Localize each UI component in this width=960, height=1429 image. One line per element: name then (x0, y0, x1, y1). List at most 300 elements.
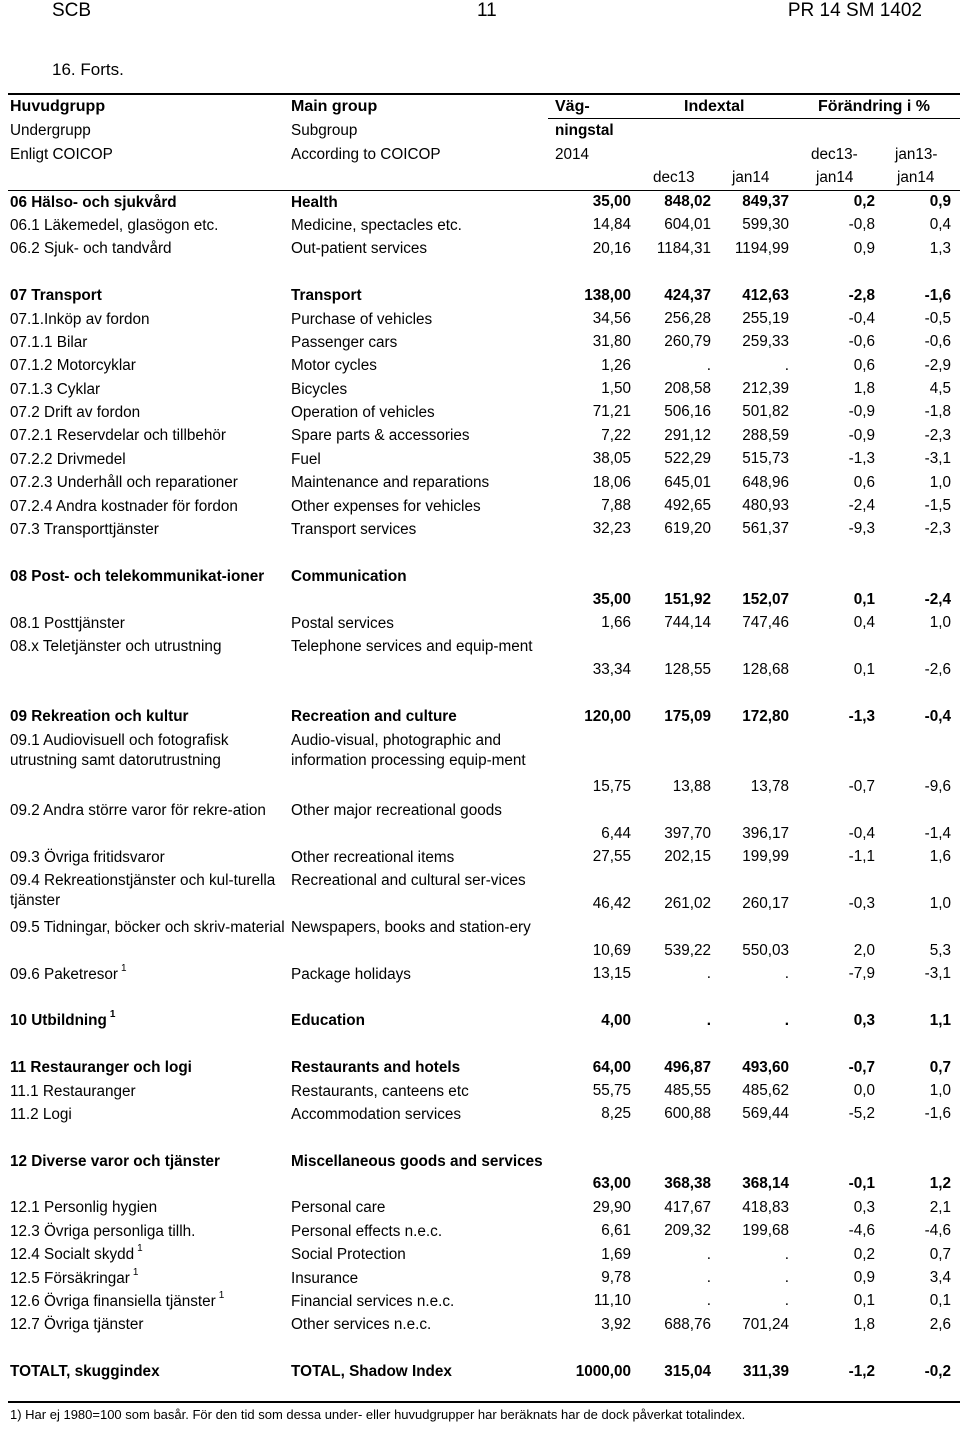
index-jan14: 199,68 (742, 1222, 789, 1240)
index-jan14: 311,39 (743, 1362, 789, 1380)
group-name-sv: 09.3 Övriga fritidsvaror (10, 848, 165, 866)
change-yearly: 1,0 (929, 1081, 951, 1099)
page-number: 11 (477, 0, 497, 21)
index-jan14: 260,17 (742, 894, 789, 912)
change-yearly: 0,7 (929, 1245, 951, 1263)
weight-value: 35,00 (592, 192, 631, 210)
col-dec13-jan14-top: dec13- (811, 145, 858, 163)
change-monthly: -9,3 (848, 520, 875, 538)
index-jan14: . (784, 1011, 789, 1029)
index-dec13: 485,55 (664, 1081, 711, 1099)
index-jan14: 501,82 (742, 403, 789, 421)
row-gap (8, 682, 960, 705)
footnote-rule (8, 1401, 960, 1403)
table-row: 10 Utbildning 1 Education 4,00 . . 0,3 1,1 (10, 1009, 951, 1030)
group-name-sv: 12.3 Övriga personliga tillh. (10, 1222, 196, 1240)
change-monthly: -2,4 (848, 497, 875, 515)
table-row: 12.6 Övriga finansiella tjänster 1 Financial services n.e.c. 11,10 . . 0,1 0,1 (10, 1290, 951, 1311)
index-jan14: 152,07 (742, 590, 789, 608)
weight-value: 120,00 (584, 707, 631, 725)
index-dec13: 848,02 (664, 192, 711, 210)
index-dec13: 688,76 (664, 1315, 711, 1333)
index-jan14: 199,99 (742, 847, 789, 865)
col-undergrupp: Undergrupp (10, 122, 91, 140)
group-name-en: Transport services (291, 521, 417, 539)
weight-value: 8,25 (601, 1105, 631, 1123)
change-yearly: 3,4 (929, 1269, 951, 1287)
weight-value: 1,26 (601, 356, 631, 374)
group-name-sv: 09.1 Audiovisuell och fotografisk utrustning samt datorutrustning (10, 731, 229, 769)
group-name-en: Restaurants and hotels (291, 1059, 461, 1077)
change-yearly: 1,3 (929, 239, 951, 257)
row-gap (8, 1033, 960, 1056)
index-jan14: 418,83 (742, 1198, 789, 1216)
change-yearly: -2,6 (924, 660, 951, 678)
change-monthly: -0,3 (848, 894, 875, 912)
group-name-sv: 07.3 Transporttjänster (10, 521, 159, 539)
group-name-sv: 06.1 Läkemedel, glasögon etc. (10, 216, 219, 234)
group-name-en: Transport (291, 287, 362, 305)
index-jan14: . (784, 1269, 789, 1287)
group-name-sv: 07 Transport (10, 287, 102, 305)
group-name-en: Operation of vehicles (291, 404, 435, 422)
index-jan14: 368,14 (742, 1175, 789, 1193)
index-jan14: 259,33 (742, 333, 789, 351)
index-dec13: 492,65 (664, 497, 711, 515)
change-monthly: 0,9 (853, 1269, 875, 1287)
change-yearly: -0,5 (924, 309, 951, 327)
weight-value: 6,61 (601, 1222, 631, 1240)
weight-value: 38,05 (592, 450, 631, 468)
group-name-en: Recreational and cultural ser-vices (291, 871, 526, 889)
index-jan14: . (784, 1245, 789, 1263)
weight-value: 18,06 (592, 473, 631, 491)
change-yearly: -3,1 (924, 964, 951, 982)
index-jan14: 849,37 (742, 192, 789, 210)
col-dec13-jan14-bottom: jan14 (816, 169, 854, 187)
change-monthly: -0,8 (848, 216, 875, 234)
index-dec13: 496,87 (664, 1058, 711, 1076)
table-row (8, 471, 960, 494)
index-jan14: 212,39 (742, 380, 789, 398)
weight-value: 34,56 (592, 309, 631, 327)
group-name-sv: 07.2.4 Andra kostnader för fordon (10, 497, 238, 515)
table-row (8, 448, 960, 471)
table-row (8, 191, 960, 214)
col-huvudgrupp: Huvudgrupp (10, 98, 106, 115)
change-monthly: -1,2 (848, 1362, 875, 1380)
group-name-sv: 11.2 Logi (10, 1105, 72, 1123)
change-yearly: 2,6 (929, 1315, 951, 1333)
table-row (8, 378, 960, 401)
change-monthly: -5,2 (848, 1105, 875, 1123)
group-name-en: Communication (291, 567, 407, 585)
change-yearly: 4,5 (929, 380, 951, 398)
index-dec13: 600,88 (664, 1105, 711, 1123)
weight-value: 6,44 (601, 824, 631, 842)
table-row (8, 401, 960, 424)
table-row (8, 331, 960, 354)
table-row (8, 1056, 960, 1079)
group-name-en: Restaurants, canteens etc (291, 1082, 469, 1100)
change-yearly: -1,6 (924, 1105, 951, 1123)
group-name-sv: 07.2.1 Reservdelar och tillbehör (10, 427, 226, 445)
group-name-en: Maintenance and reparations (291, 474, 490, 492)
index-dec13: 208,58 (664, 380, 711, 398)
row-gap (8, 986, 960, 1009)
table-body (8, 191, 960, 1384)
index-jan14: . (784, 356, 789, 374)
change-monthly: -0,4 (848, 824, 875, 842)
col-main-group: Main group (291, 98, 378, 115)
group-name-en: Spare parts & accessories (291, 427, 470, 445)
change-monthly: -1,3 (848, 450, 875, 468)
change-yearly: -1,5 (924, 497, 951, 515)
group-name-sv: 07.2.2 Drivmedel (10, 450, 126, 468)
group-name-en: Telephone services and equip-ment (291, 638, 533, 655)
group-name-en: Health (291, 193, 338, 211)
change-monthly: 1,8 (853, 1315, 875, 1333)
table-row (8, 869, 960, 916)
weight-value: 55,75 (592, 1081, 631, 1099)
col-weight-mid: ningstal (555, 122, 614, 140)
index-table (8, 93, 960, 1384)
group-name-en: Education (291, 1012, 365, 1030)
table-row (8, 1080, 960, 1103)
weight-value: 71,21 (592, 403, 631, 421)
group-name-en: Other services n.e.c. (291, 1316, 432, 1334)
change-yearly: -0,6 (924, 333, 951, 351)
index-jan14: 569,44 (742, 1105, 789, 1123)
footnote: 1) Har ej 1980=100 som basår. För den tid som dessa under- eller huvudgrupper har beräknats har de dock påverkat totalindex. (10, 1407, 746, 1422)
group-name-en: Other recreational items (291, 848, 455, 866)
group-name-en: Package holidays (291, 965, 411, 983)
change-monthly: 1,8 (853, 380, 875, 398)
row-gap (8, 1126, 960, 1149)
index-jan14: 13,78 (750, 777, 789, 795)
table-row: 12.5 Försäkringar 1 Insurance 9,78 . . 0,9 3,4 (10, 1266, 951, 1287)
group-name-sv: 12 Diverse varor och tjänster (10, 1152, 221, 1170)
group-name-en: Out-patient services (291, 240, 428, 258)
table-row (8, 354, 960, 377)
header-row-3 (8, 143, 960, 166)
col-dec13: dec13 (653, 169, 695, 187)
change-yearly: 1,0 (929, 614, 951, 631)
header-row-4 (8, 166, 960, 189)
group-name-sv: 09 Rekreation och kultur (10, 708, 189, 726)
index-dec13: 397,70 (664, 824, 711, 842)
group-name-en: Newspapers, books and station-ery (291, 918, 531, 936)
group-name-sv: 07.1.3 Cyklar (10, 380, 101, 398)
group-name-en: Financial services n.e.c. (291, 1293, 455, 1311)
index-dec13: 1184,31 (656, 239, 711, 257)
index-dec13: 291,12 (664, 426, 711, 444)
change-yearly: 1,6 (929, 847, 951, 865)
col-weight-year: 2014 (555, 145, 590, 163)
index-dec13: 256,28 (664, 309, 711, 327)
group-name-sv: 09.4 Rekreationstjänster och kul-turella tjänster (10, 871, 276, 909)
change-monthly: -0,4 (848, 309, 875, 327)
index-dec13: 175,09 (664, 707, 711, 725)
group-name-sv: 12.4 Socialt skydd (10, 1246, 135, 1264)
change-yearly: -2,3 (924, 520, 951, 538)
change-monthly: -4,6 (848, 1222, 875, 1240)
group-name-sv: 11 Restauranger och logi (10, 1059, 192, 1077)
group-name-sv: 12.1 Personlig hygien (10, 1199, 158, 1217)
index-dec13: 522,29 (664, 450, 711, 468)
weight-value: 32,23 (592, 520, 631, 538)
group-name-sv: 12.6 Övriga finansiella tjänster (10, 1293, 216, 1311)
change-yearly: 0,9 (929, 192, 951, 210)
group-name-en: Motor cycles (291, 357, 377, 375)
group-name-sv: 07.1.1 Bilar (10, 333, 88, 351)
index-dec13: . (706, 964, 711, 982)
group-name-en: Other expenses for vehicles (291, 497, 481, 515)
weight-value: 11,10 (593, 1292, 631, 1310)
index-dec13: 13,88 (672, 777, 711, 795)
table-row (8, 846, 960, 869)
change-yearly: -2,3 (924, 426, 951, 444)
weight-value: 10,69 (592, 941, 631, 959)
table-row: 09.6 Paketresor 1 Package holidays 13,15 . . -7,9 -3,1 (10, 962, 951, 983)
change-yearly: 1,0 (929, 473, 951, 491)
change-monthly: 0,1 (853, 660, 875, 678)
change-monthly: -0,7 (848, 777, 875, 795)
weight-value: 3,92 (601, 1315, 631, 1333)
index-jan14: 172,80 (742, 707, 789, 725)
change-monthly: -7,9 (848, 964, 875, 982)
index-jan14: 599,30 (742, 216, 789, 234)
change-monthly: 0,1 (853, 1292, 875, 1310)
table-row (8, 635, 960, 682)
index-dec13: 604,01 (664, 216, 711, 234)
table-row (8, 916, 960, 963)
index-dec13: 128,55 (664, 660, 711, 678)
index-dec13: . (706, 1292, 711, 1310)
change-monthly: -0,6 (848, 333, 875, 351)
group-name-sv: 11.1 Restauranger (10, 1082, 136, 1100)
table-row (8, 705, 960, 728)
group-name-sv: 12.5 Försäkringar (10, 1269, 130, 1287)
table-row (8, 1360, 960, 1383)
table-row (8, 308, 960, 331)
index-jan14: 255,19 (742, 309, 789, 327)
index-dec13: 368,38 (664, 1175, 711, 1193)
group-name-en: Postal services (291, 614, 394, 632)
change-yearly: -1,4 (924, 824, 951, 842)
index-jan14: 288,59 (742, 426, 789, 444)
group-name-sv: 08 Post- och telekommunikat-ioner (10, 567, 265, 585)
weight-value: 4,00 (601, 1011, 631, 1029)
change-monthly: 0,6 (853, 473, 875, 491)
group-name-sv: 09.5 Tidningar, böcker och skriv-material (10, 918, 285, 936)
group-name-sv: 07.2 Drift av fordon (10, 404, 141, 422)
change-monthly: 0,1 (853, 590, 875, 608)
change-monthly: 0,2 (853, 192, 875, 210)
weight-value: 63,00 (592, 1175, 631, 1193)
weight-value: 7,22 (601, 426, 631, 444)
change-yearly: -3,1 (924, 450, 951, 468)
change-monthly: -0,7 (848, 1058, 875, 1076)
weight-value: 33,34 (592, 660, 631, 678)
table-row (8, 1313, 960, 1336)
weight-value: 20,16 (592, 239, 631, 257)
col-jan14: jan14 (732, 169, 770, 187)
weight-value: 64,00 (592, 1058, 631, 1076)
group-name-en: Personal care (291, 1199, 386, 1217)
index-dec13: . (706, 1245, 711, 1263)
group-name-sv: 10 Utbildning (10, 1012, 107, 1030)
weight-value: 1,66 (601, 614, 631, 631)
table-row (8, 729, 960, 799)
col-according-coicop: According to COICOP (291, 145, 441, 163)
change-monthly: 0,3 (853, 1198, 875, 1216)
table-row (8, 799, 960, 846)
table-row (8, 518, 960, 541)
group-name-en: TOTAL, Shadow Index (291, 1363, 452, 1381)
weight-value: 9,78 (601, 1269, 631, 1287)
table-subtitle: 16. Forts. (52, 60, 124, 79)
change-yearly: -1,6 (924, 286, 951, 304)
weight-value: 46,42 (592, 894, 631, 912)
header-row-1 (8, 95, 960, 118)
weight-value: 1000,00 (575, 1362, 631, 1380)
group-name-en: Fuel (291, 450, 321, 468)
group-name-sv: 12.7 Övriga tjänster (10, 1316, 144, 1334)
row-gap (8, 541, 960, 564)
weight-value: 13,15 (592, 964, 631, 982)
group-name-en: Personal effects n.e.c. (291, 1222, 443, 1240)
index-jan14: 480,93 (742, 497, 789, 515)
change-yearly: -2,9 (924, 356, 951, 374)
weight-value: 138,00 (584, 286, 631, 304)
index-dec13: . (706, 1269, 711, 1287)
index-dec13: 619,20 (664, 520, 711, 538)
group-name-en: Bicycles (291, 380, 348, 398)
table-row (8, 612, 960, 635)
index-jan14: 1194,99 (734, 239, 789, 257)
index-jan14: 412,63 (742, 286, 789, 304)
group-name-sv: 08.x Teletjänster och utrustning (10, 638, 222, 655)
change-yearly: -9,6 (924, 777, 951, 795)
index-dec13: 744,14 (664, 614, 711, 631)
change-yearly: 0,1 (929, 1292, 951, 1310)
group-name-en: Purchase of vehicles (291, 310, 433, 328)
group-name-en: Audio-visual, photographic and information processing equip-ment (291, 731, 526, 769)
index-dec13: 424,37 (664, 286, 711, 304)
table-row (8, 424, 960, 447)
table-row (8, 1196, 960, 1219)
index-jan14: 128,68 (742, 660, 789, 678)
index-dec13: 645,01 (664, 473, 711, 491)
table-row: 12.4 Socialt skydd 1 Social Protection 1,69 . . 0,2 0,7 (10, 1243, 951, 1264)
change-monthly: -0,1 (848, 1175, 875, 1193)
change-yearly: 2,1 (929, 1198, 951, 1216)
group-name-en: Other major recreational goods (291, 801, 502, 819)
group-name-sv: 09.2 Andra större varor för rekre-ation (10, 801, 266, 819)
change-monthly: 0,9 (853, 239, 875, 257)
weight-value: 1,50 (601, 380, 631, 398)
change-yearly: -4,6 (924, 1222, 951, 1240)
group-name-en: Social Protection (291, 1246, 406, 1264)
change-yearly: -1,8 (924, 403, 951, 421)
change-monthly: -1,1 (848, 847, 875, 865)
col-enligt-coicop: Enligt COICOP (10, 145, 113, 163)
index-jan14: . (784, 964, 789, 982)
group-name-sv: 06.2 Sjuk- och tandvård (10, 240, 172, 258)
index-dec13: 539,22 (664, 941, 711, 959)
index-dec13: 261,02 (664, 894, 711, 912)
col-change: Förändring i % (818, 98, 930, 115)
change-yearly: 5,3 (929, 941, 951, 959)
org-name: SCB (52, 0, 92, 21)
group-name-sv: 07.1.2 Motorcyklar (10, 357, 136, 375)
group-name-en: Miscellaneous goods and services (291, 1152, 543, 1170)
table-row (8, 1150, 960, 1197)
weight-value: 35,00 (592, 590, 631, 608)
index-jan14: 747,46 (742, 614, 789, 631)
index-dec13: 260,79 (664, 333, 711, 351)
col-subgroup: Subgroup (291, 122, 358, 140)
change-monthly: 0,6 (853, 356, 875, 374)
change-monthly: -2,8 (848, 286, 875, 304)
group-name-sv: 09.6 Paketresor (10, 965, 118, 983)
index-jan14: 493,60 (742, 1058, 789, 1076)
table-row (8, 1220, 960, 1243)
index-jan14: 701,24 (742, 1315, 789, 1333)
index-dec13: 209,32 (664, 1222, 711, 1240)
group-name-en: Passenger cars (291, 333, 398, 351)
group-name-en: Insurance (291, 1269, 359, 1287)
weight-value: 1,69 (601, 1245, 631, 1263)
change-yearly: 1,2 (929, 1175, 951, 1193)
change-monthly: -1,3 (848, 707, 875, 725)
change-monthly: -0,9 (848, 426, 875, 444)
weight-value: 31,80 (592, 333, 631, 351)
row-gap (8, 1337, 960, 1360)
change-monthly: 2,0 (853, 941, 875, 959)
col-jan13-jan14-top: jan13- (895, 145, 938, 163)
table-row (8, 565, 960, 612)
group-name-sv: 07.1.Inköp av fordon (10, 310, 150, 328)
group-name-en: Recreation and culture (291, 708, 457, 726)
change-yearly: 0,4 (929, 216, 951, 234)
index-dec13: 506,16 (664, 403, 711, 421)
table-row (8, 495, 960, 518)
weight-value: 15,75 (592, 777, 631, 795)
change-monthly: 0,3 (853, 1011, 875, 1029)
index-jan14: 396,17 (742, 824, 789, 842)
group-name-sv: 06 Hälso- och sjukvård (10, 193, 177, 211)
col-jan13-jan14-bottom: jan14 (897, 169, 935, 187)
change-monthly: 0,0 (853, 1081, 875, 1099)
group-name-en: Medicine, spectacles etc. (291, 216, 462, 234)
group-name-en: Accommodation services (291, 1105, 462, 1123)
index-dec13: 151,92 (664, 590, 711, 608)
group-name-sv: 08.1 Posttjänster (10, 614, 125, 632)
change-yearly: -2,4 (924, 590, 951, 608)
weight-value: 7,88 (601, 497, 631, 515)
change-yearly: 1,0 (929, 894, 951, 912)
col-weight-top: Väg- (555, 98, 590, 115)
index-dec13: . (706, 1011, 711, 1029)
report-id: PR 14 SM 1402 (787, 0, 922, 21)
row-gap (8, 261, 960, 284)
change-yearly: -0,4 (924, 707, 951, 725)
index-jan14: 515,73 (742, 450, 789, 468)
index-dec13: . (706, 356, 711, 374)
change-yearly: 1,1 (929, 1011, 951, 1029)
